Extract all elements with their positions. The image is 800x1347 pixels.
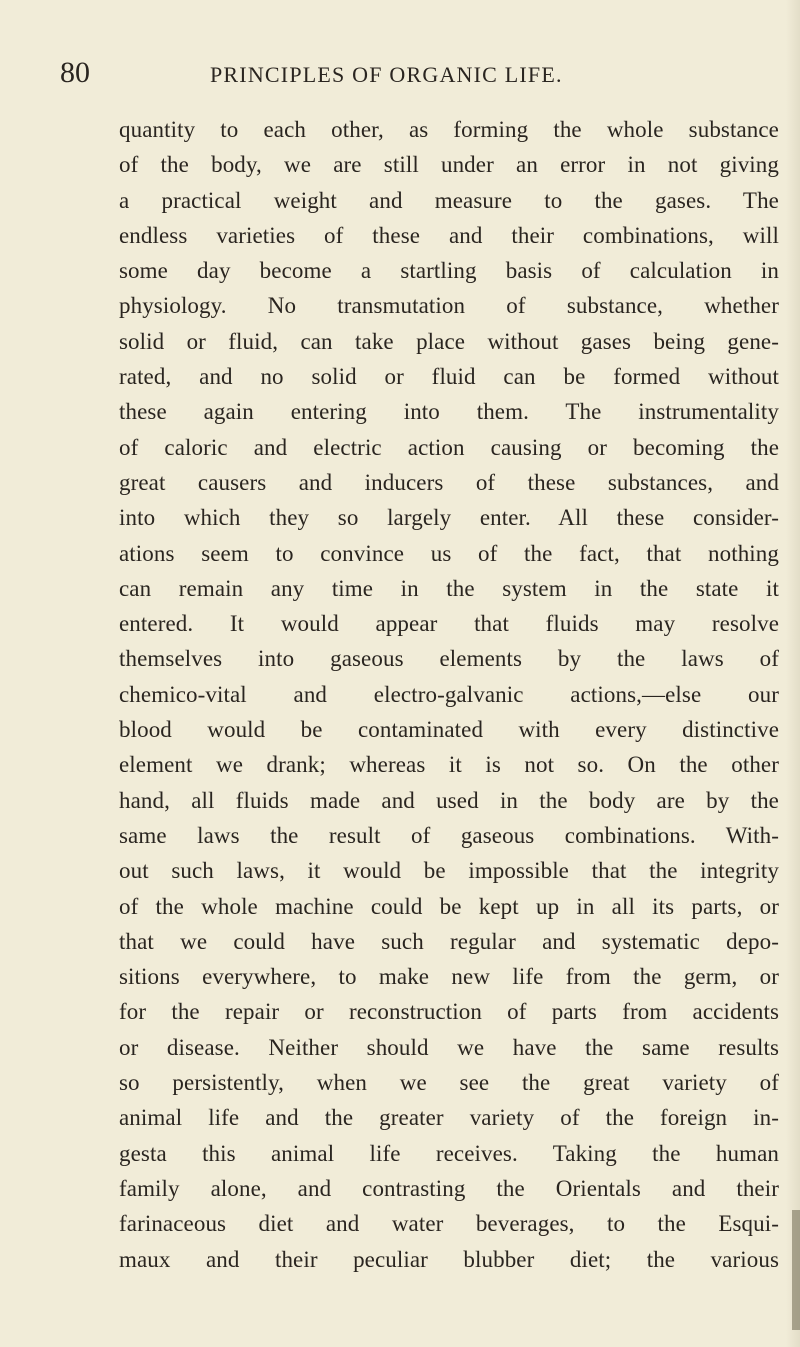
text-line: out such laws, it would be impossible that the integrity (119, 858, 779, 884)
text-line: into which they so largely enter. All these consider- (119, 505, 779, 531)
running-head: PRINCIPLES OF ORGANIC LIFE. (210, 62, 563, 87)
text-line: chemico-vital and electro-galvanic actions,—else our (119, 681, 779, 707)
text-line: themselves into gaseous elements by the laws of (119, 646, 779, 672)
text-line: for the repair or reconstruction of parts from accidents (119, 999, 779, 1025)
text-line: great causers and inducers of these substances, and (119, 469, 779, 495)
body-paragraph (119, 112, 779, 1277)
text-line: farinaceous diet and water beverages, to the Esqui- (119, 1211, 779, 1237)
text-line: of caloric and electric action causing or becoming the (119, 434, 779, 460)
text-line: a practical weight and measure to the gases. The (119, 187, 779, 213)
text-line: of the body, we are still under an error in not giving (119, 152, 779, 178)
text-line: these again entering into them. The instrumentality (119, 399, 779, 425)
text-line: family alone, and contrasting the Orientals and their (119, 1175, 779, 1201)
page-number: 80 (60, 56, 90, 89)
text-line: can remain any time in the system in the state it (119, 575, 779, 601)
text-line: solid or fluid, can take place without gases being gene- (119, 328, 779, 354)
text-line: gesta this animal life receives. Taking the human (119, 1140, 779, 1166)
text-line: same laws the result of gaseous combinations. With- (119, 822, 779, 848)
text-line: or disease. Neither should we have the same results (119, 1034, 779, 1060)
text-line: hand, all fluids made and used in the body are by the (119, 787, 779, 813)
text-line: endless varieties of these and their combinations, will (119, 222, 779, 248)
text-line: animal life and the greater variety of the foreign in- (119, 1105, 779, 1131)
text-line: sitions everywhere, to make new life from the germ, or (119, 964, 779, 990)
page-edge-shadow (786, 0, 800, 1347)
text-line: physiology. No transmutation of substance, whether (119, 293, 779, 319)
text-line: some day become a startling basis of calculation in (119, 258, 779, 284)
text-line: entered. It would appear that fluids may resolve (119, 611, 779, 637)
text-line: of the whole machine could be kept up in all its parts, or (119, 893, 779, 919)
text-line: rated, and no solid or fluid can be formed without (119, 364, 779, 390)
page-edge-mark (792, 1210, 800, 1330)
text-line: element we drank; whereas it is not so. On the other (119, 752, 779, 778)
text-line: quantity to each other, as forming the whole substance (119, 117, 779, 142)
text-line: maux and their peculiar blubber diet; the various (119, 1246, 779, 1272)
text-line: so persistently, when we see the great variety of (119, 1070, 779, 1096)
text-line: blood would be contaminated with every distinctive (119, 717, 779, 743)
text-line: ations seem to convince us of the fact, that nothing (119, 540, 779, 566)
text-line: that we could have such regular and systematic depo- (119, 928, 779, 954)
page-header (0, 56, 800, 96)
